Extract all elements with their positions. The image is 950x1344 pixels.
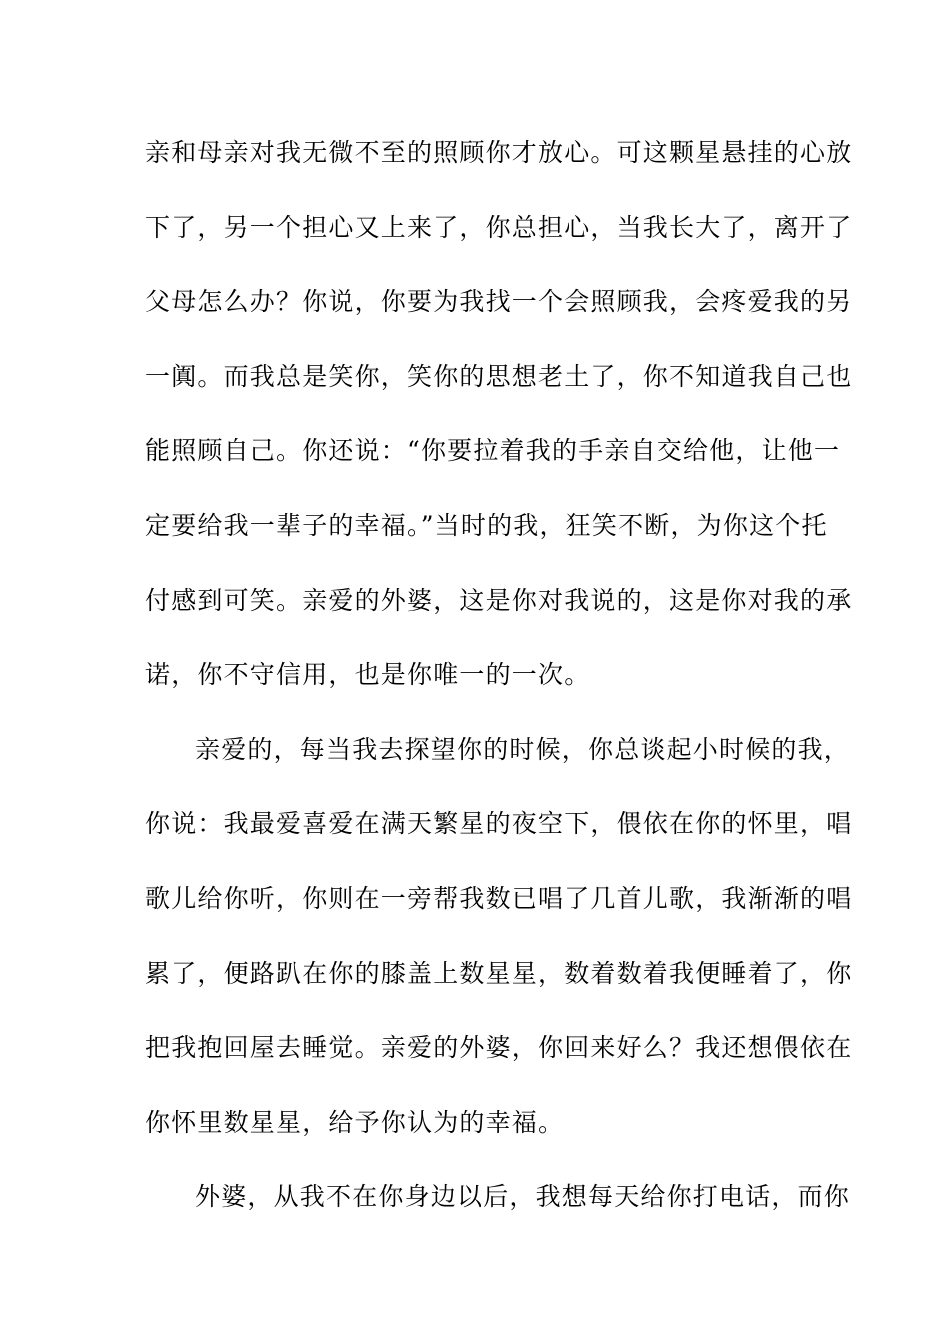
text-line: 亲爱的，每当我去探望你的时候，你总谈起小时候的我， bbox=[195, 734, 851, 764]
text-line: 你怀里数星星，给予你认为的幸福。 bbox=[145, 1107, 565, 1137]
text-line: 把我抱回屋去睡觉。亲爱的外婆，你回来好么？我还想偎依在 bbox=[145, 1033, 853, 1063]
text-line: 一阗。而我总是笑你，笑你的思想老土了，你不知道我自己也 bbox=[145, 361, 853, 391]
text-line: 亲和母亲对我无微不至的照顾你才放心。可这颗星悬挂的心放 bbox=[145, 138, 853, 167]
text-line: 下了，另一个担心又上来了，你总担心，当我长大了，离开了 bbox=[145, 212, 853, 242]
text-line: 付感到可笑。亲爱的外婆，这是你对我说的，这是你对我的承 bbox=[145, 585, 853, 615]
text-line: 定要给我一辈子的幸福。”当时的我，狂笑不断，为你这个托 bbox=[145, 510, 828, 540]
text-line: 累了，便路趴在你的膝盖上数星星，数着数着我便睡着了，你 bbox=[145, 958, 853, 988]
paragraph-2 bbox=[145, 725, 853, 1173]
text-line: 你说：我最爱喜爱在满天繁星的夜空下，偎依在你的怀里，唱 bbox=[145, 809, 853, 839]
text-line: 能照顾自己。你还说：“你要拉着我的手亲自交给他，让他一 bbox=[145, 436, 841, 466]
text-line: 父母怎么办？你说，你要为我找一个会照顾我，会疼爱我的另 bbox=[145, 287, 853, 317]
body-text bbox=[145, 128, 853, 1247]
paragraph-1 bbox=[145, 128, 853, 725]
text-line: 外婆，从我不在你身边以后，我想每天给你打电话，而你 bbox=[195, 1182, 851, 1212]
text-line: 诺，你不守信用，也是你唯一的一次。 bbox=[145, 660, 591, 690]
paragraph-3 bbox=[145, 1172, 851, 1247]
text-line: 歌儿给你听，你则在一旁帮我数已唱了几首儿歌，我渐渐的唱 bbox=[145, 883, 853, 913]
